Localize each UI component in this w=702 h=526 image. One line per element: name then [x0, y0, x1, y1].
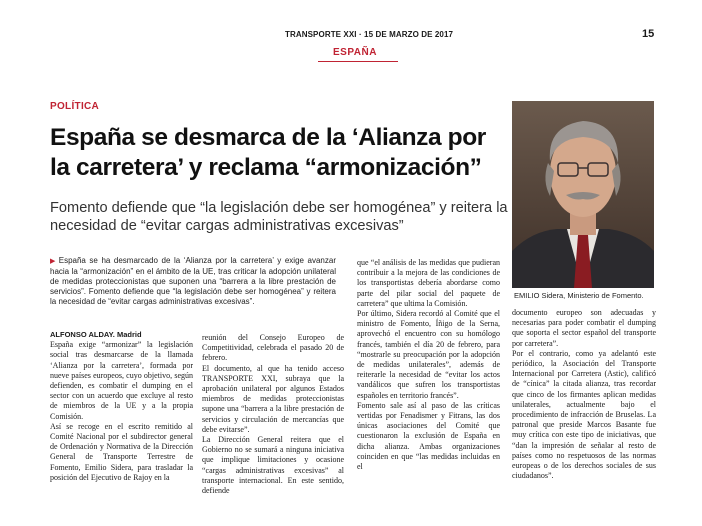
paragraph: reunión del Consejo Europeo de Competitividad, celebrada el pasado 20 de febrero.: [202, 333, 344, 363]
paragraph: El documento, al que ha tenido acceso TRANSPORTE XXI, subraya que la aprobación unilateral por algunos Estados miembros de medidas proteccionistas supone una “barrera a la libre prestación de servicios y circulación de mercancías que debe evitarse”.: [202, 363, 344, 434]
paragraph: Por último, Sidera recordó al Comité que el ministro de Fomento, Íñigo de la Serna, aprovechó el encuentro con su homólogo francés, también el día 20 de febrero, para “mostrarle su preocupación por la adopción de medidas unilaterales”, además de reiterarle la necesidad de “evitar los actos vandálicos que sufren los transportistas españoles en territorio francés”.: [357, 309, 500, 400]
paragraph: La Dirección General reitera que el Gobierno no se sumará a ninguna iniciativa que implique limitaciones y ocasione “cargas administrativas excesivas” al transporte internacional. En este sentido, defiende: [202, 435, 344, 496]
article-headline: España se desmarca de la ‘Alianza por la carretera’ y reclama “armonización”: [50, 124, 486, 181]
paragraph: que “el análisis de las medidas que pudieran contribuir a la mejora de las condiciones de los transportistas debería abordarse como parte del pilar social del paquete de carretera” que ultima la Comisión.: [357, 258, 500, 308]
lead-text: España se ha desmarcado de la ‘Alianza por la carretera’ y exige avanzar hacia la “armonización” en el ámbito de la UE, tras criticar la adopción unilateral de medidas proteccionistas que suponen una “barrera a la libre prestación de servicios”. Fomento defiende que “la legislación debe ser homogénea” y reitera la necesidad de “evitar cargas administrativas excesivas”.: [50, 256, 336, 306]
paragraph: Fomento sale así al paso de las críticas vertidas por Fenadismer y Fitrans, las dos únicas asociaciones del Comité que cuestionaron la exclusión de España en dicha alianza. Ambas organizaciones coinciden en que “las medidas incluidas en el: [357, 400, 500, 472]
paragraph: Así se recoge en el escrito remitido al Comité Nacional por el subdirector general de Ordenación y Normativa de la Dirección General de Transporte Terrestre de Fomento, Emilio Sidera, para trasladar la posición del Ejecutivo de Rajoy en la: [50, 421, 193, 482]
publication-dateline: TRANSPORTE XXI · 15 DE MARZO DE 2017: [285, 30, 454, 39]
article-lead: [50, 256, 336, 307]
article-category: POLÍTICA: [50, 101, 100, 112]
section-rule: [318, 61, 398, 62]
photo-caption: EMILIO Sidera, Ministerio de Fomento.: [514, 291, 644, 300]
paragraph: documento europeo son adecuadas y necesarias para poder combatir el dumping que soporta el sector español del transporte por carretera”.: [512, 308, 656, 348]
page-header: [0, 25, 702, 47]
article-column-4: [512, 308, 656, 481]
article-column-2: [202, 333, 344, 496]
article-column-1: [50, 330, 193, 483]
article-column-3: [357, 258, 500, 472]
paragraph: España exige “armonizar” la legislación social tras desmarcarse de la llamada ‘Alianza por la carretera’, formada por nueve países europeos, cuyo objetivo, según defienden, es combatir el dumping en el sector con un acuerdo que excluye al resto de miembros de la UE y a la propia Comisión.: [50, 340, 193, 421]
section-label: ESPAÑA: [333, 47, 377, 58]
page-number: 15: [642, 28, 655, 40]
lead-arrow-icon: ▶: [50, 258, 57, 265]
portrait-man-icon: [512, 101, 654, 288]
byline: ALFONSO ALDAY. Madrid: [50, 330, 142, 339]
article-subheadline: Fomento defiende que “la legislación debe ser homogénea” y reitera la necesidad de “evitar cargas administrativas excesivas”: [50, 200, 508, 234]
portrait-photo: [512, 101, 654, 288]
paragraph: Por el contrario, como ya adelantó este periódico, la Asociación del Transporte Internacional por Carretera (Astic), calificó de “cínica” la citada alianza, tras recordar que cinco de los firmantes aplican medidas unilaterales, actualmente bajo el procedimiento de infracción de Bruselas. La patronal que preside Marcos Basante fue muy crítica con este tipo de iniciativas, que “dan la impresión de señalar al resto de países como no respetuosos de las normas europeas o de los derechos sociales de sus ciudadanos”.: [512, 348, 656, 481]
